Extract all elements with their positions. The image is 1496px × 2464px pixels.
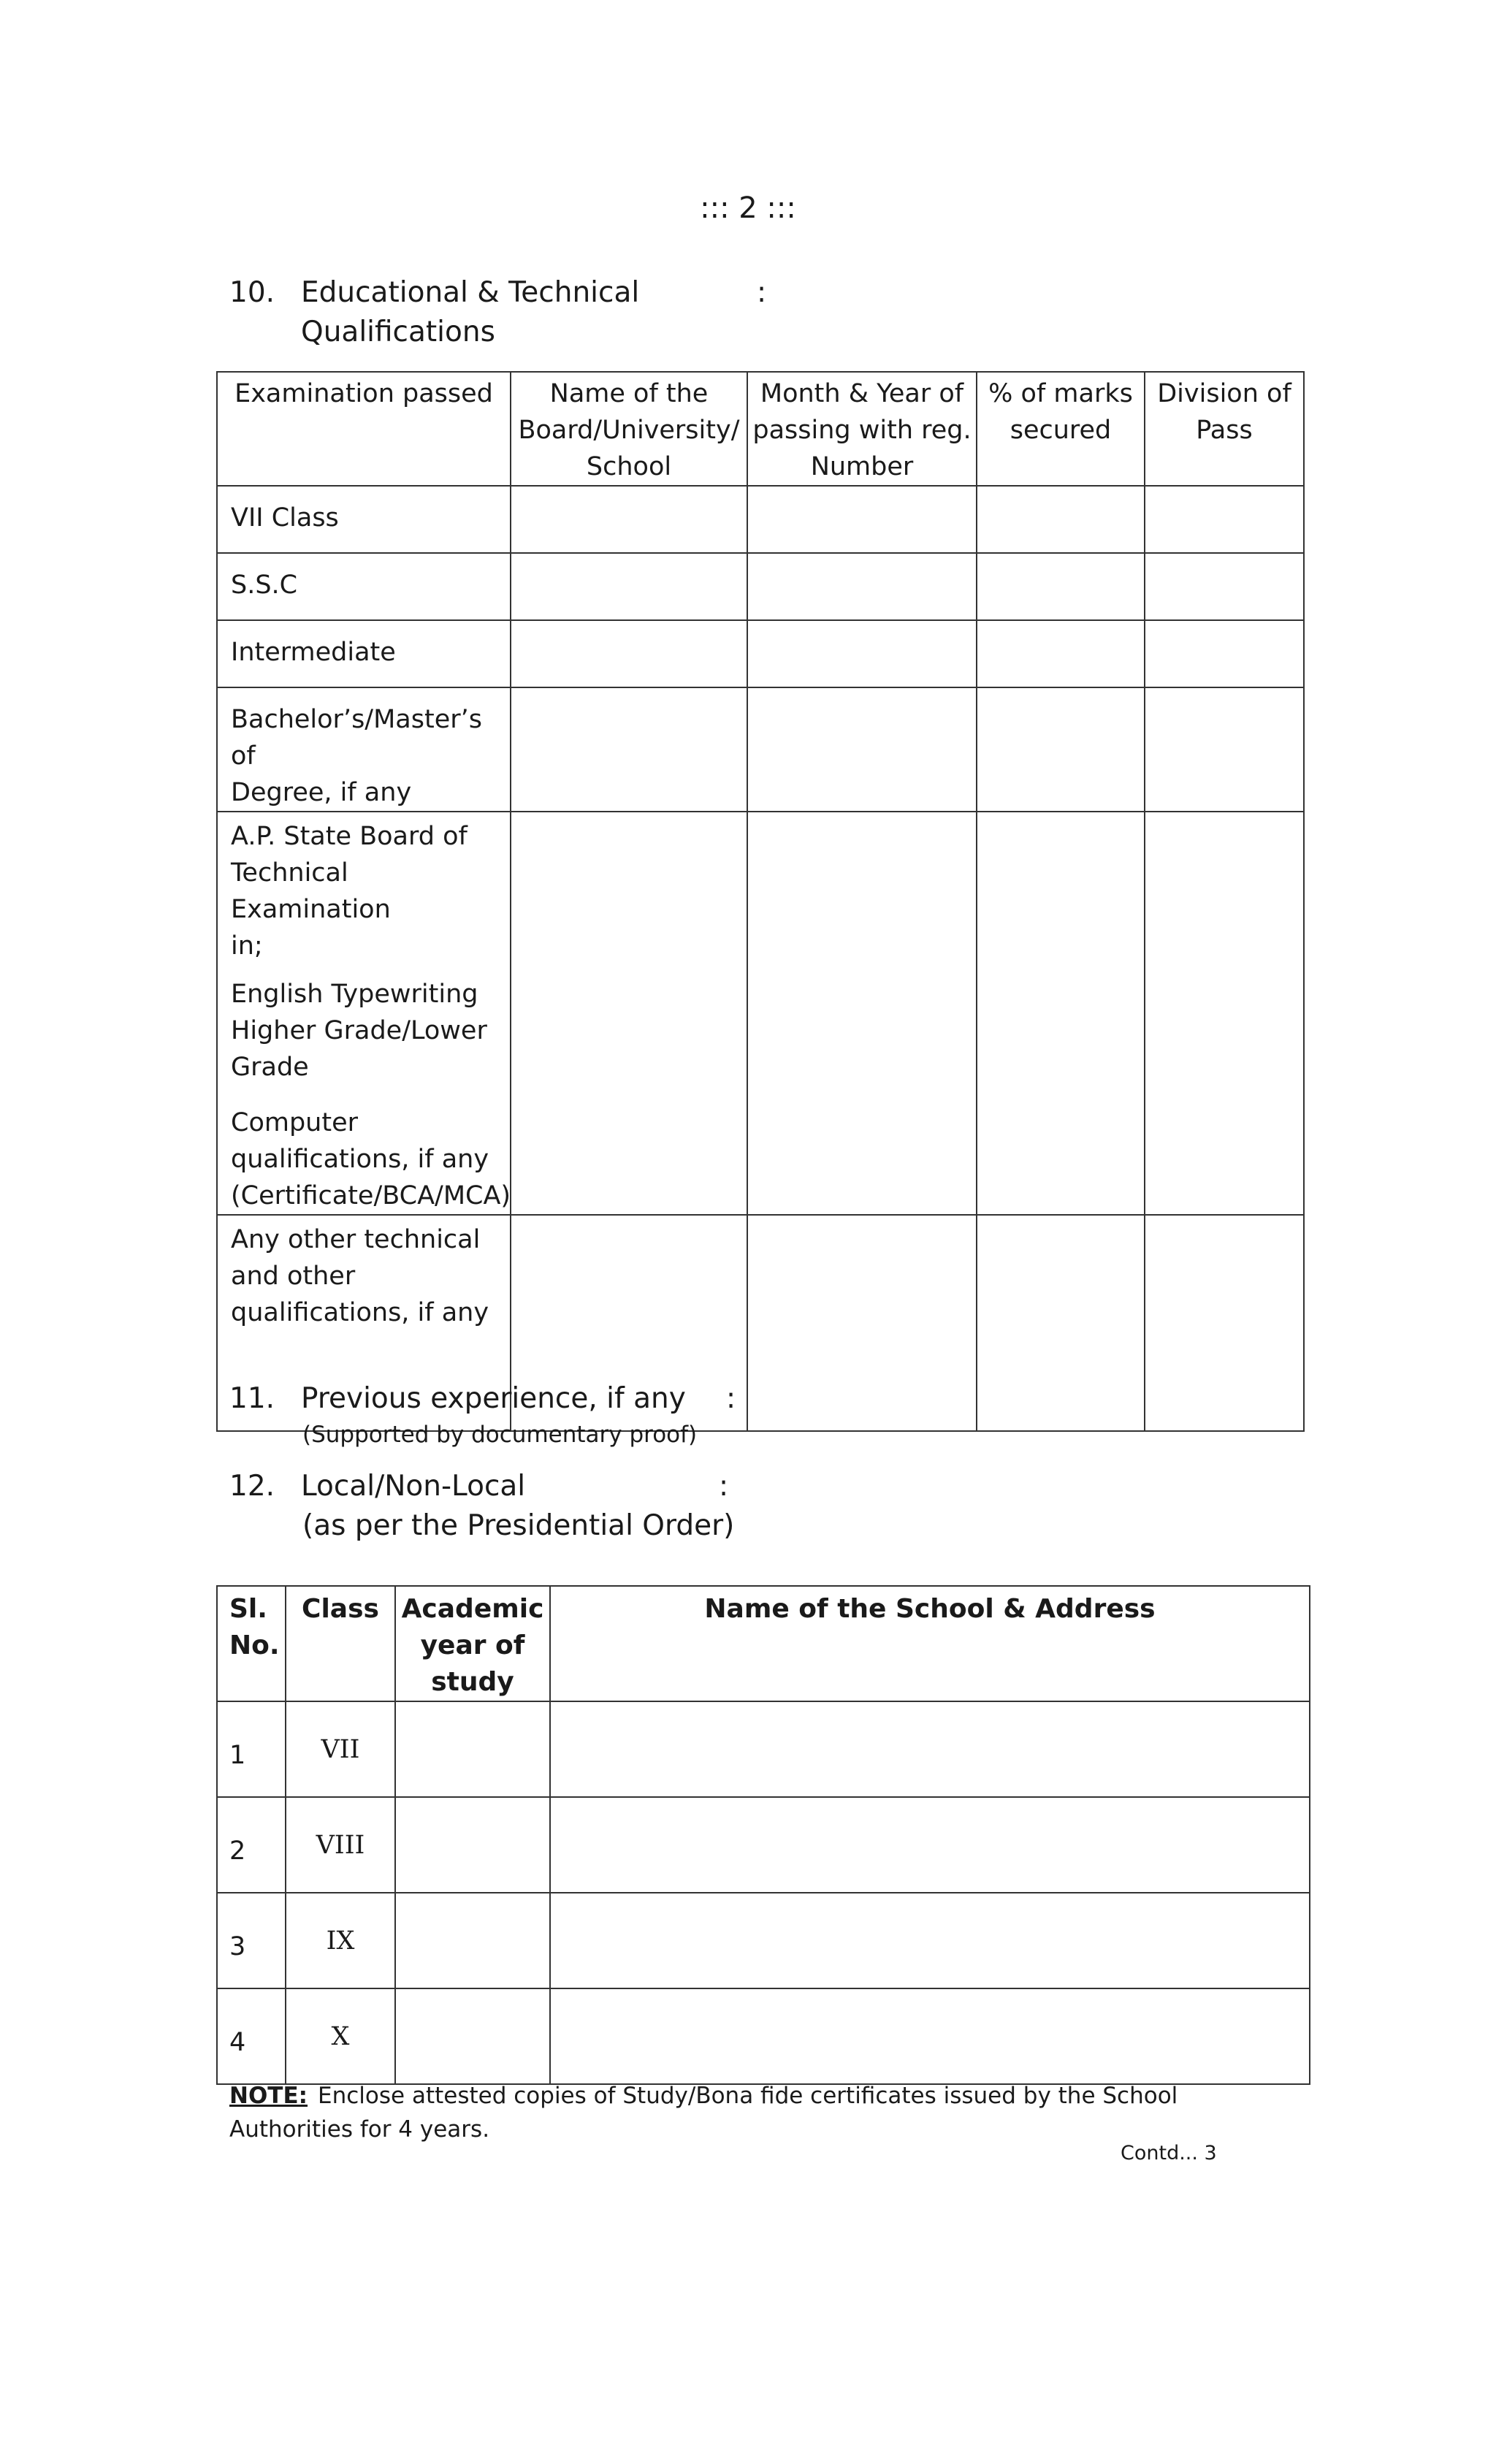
section-10-number: 10.	[229, 276, 275, 309]
marks-cell[interactable]	[977, 486, 1145, 553]
header-school-name-address: Name of the School & Address	[550, 1586, 1310, 1701]
section-12-colon: :	[719, 1470, 729, 1503]
header-examination-passed: Examination passed	[217, 372, 511, 486]
table-row	[217, 620, 1304, 687]
section-10-label-line2: Qualifications	[301, 316, 495, 348]
section-11-label: Previous experience, if any	[301, 1382, 686, 1415]
sl-cell: 3	[217, 1893, 286, 1988]
header-academic-year: Academic year of study	[395, 1586, 550, 1701]
row-label-technical	[217, 812, 511, 1215]
section-10-label	[301, 273, 639, 352]
division-cell[interactable]	[1145, 687, 1304, 812]
division-cell[interactable]	[1145, 620, 1304, 687]
class-cell: VII	[286, 1701, 395, 1797]
row-label-other-qualifications: Any other technical and other qualifications, if any	[217, 1215, 511, 1431]
school-address-cell[interactable]	[550, 1701, 1310, 1797]
note	[229, 2079, 1289, 2146]
section-12-sub: (as per the Presidential Order)	[302, 1509, 735, 1542]
month-year-cell[interactable]	[747, 812, 977, 1215]
header-month-year: Month & Year of passing with reg. Number	[747, 372, 977, 486]
class-cell: VIII	[286, 1797, 395, 1893]
row-label-bachelors: Bachelor’s/Master’s of Degree, if any	[217, 687, 511, 812]
table-row	[217, 1893, 1310, 1988]
sl-cell: 2	[217, 1797, 286, 1893]
qualifications-table	[216, 371, 1305, 1432]
marks-cell[interactable]	[977, 687, 1145, 812]
qualifications-header-row	[217, 372, 1304, 486]
table-row	[217, 486, 1304, 553]
row-label-vii-class: VII Class	[217, 486, 511, 553]
academic-year-cell[interactable]	[395, 1701, 550, 1797]
row-label-ssc: S.S.C	[217, 553, 511, 620]
sl-cell: 4	[217, 1988, 286, 2084]
header-board-name: Name of the Board/University/ School	[511, 372, 747, 486]
division-cell[interactable]	[1145, 1215, 1304, 1431]
section-10-colon: :	[757, 276, 767, 309]
school-header-row	[217, 1586, 1310, 1701]
header-marks: % of marks secured	[977, 372, 1145, 486]
marks-cell[interactable]	[977, 812, 1145, 1215]
section-12-number: 12.	[229, 1470, 275, 1503]
marks-cell[interactable]	[977, 553, 1145, 620]
board-cell[interactable]	[511, 486, 747, 553]
computer-qualifications-label: Computer qualifications, if any (Certificate/BCA/MCA)	[231, 1108, 511, 1210]
month-year-cell[interactable]	[747, 1215, 977, 1431]
division-cell[interactable]	[1145, 812, 1304, 1215]
division-cell[interactable]	[1145, 553, 1304, 620]
board-cell[interactable]	[511, 553, 747, 620]
english-typewriting-label: English Typewriting Higher Grade/Lower Grade	[231, 980, 487, 1082]
division-cell[interactable]	[1145, 486, 1304, 553]
board-cell[interactable]	[511, 687, 747, 812]
class-cell: X	[286, 1988, 395, 2084]
school-address-cell[interactable]	[550, 1797, 1310, 1893]
header-division: Division of Pass	[1145, 372, 1304, 486]
school-address-cell[interactable]	[550, 1988, 1310, 2084]
ap-state-board-label: A.P. State Board of Technical Examination in;	[231, 822, 468, 961]
table-row	[217, 687, 1304, 812]
note-text: Enclose attested copies of Study/Bona fide certificates issued by the School Authorities for 4 years.	[229, 2083, 1178, 2143]
marks-cell[interactable]	[977, 1215, 1145, 1431]
page-number: ::: 2 :::	[700, 191, 796, 225]
section-10-label-line1: Educational & Technical	[301, 276, 640, 309]
sl-cell: 1	[217, 1701, 286, 1797]
table-row	[217, 1701, 1310, 1797]
contd-text: Contd... 3	[1121, 2142, 1217, 2164]
academic-year-cell[interactable]	[395, 1988, 550, 2084]
month-year-cell[interactable]	[747, 486, 977, 553]
section-12-label: Local/Non-Local	[301, 1470, 526, 1503]
header-sl-no: Sl. No.	[217, 1586, 286, 1701]
section-11-number: 11.	[229, 1382, 275, 1415]
board-cell[interactable]	[511, 812, 747, 1215]
row-label-intermediate: Intermediate	[217, 620, 511, 687]
table-row	[217, 812, 1304, 1215]
header-class: Class	[286, 1586, 395, 1701]
note-label: NOTE:	[229, 2083, 308, 2109]
school-address-cell[interactable]	[550, 1893, 1310, 1988]
section-11-sub: (Supported by documentary proof)	[302, 1422, 698, 1448]
academic-year-cell[interactable]	[395, 1893, 550, 1988]
month-year-cell[interactable]	[747, 687, 977, 812]
month-year-cell[interactable]	[747, 553, 977, 620]
section-11-colon: :	[726, 1382, 736, 1415]
board-cell[interactable]	[511, 620, 747, 687]
marks-cell[interactable]	[977, 620, 1145, 687]
academic-year-cell[interactable]	[395, 1797, 550, 1893]
table-row	[217, 1988, 1310, 2084]
school-table	[216, 1585, 1310, 2085]
month-year-cell[interactable]	[747, 620, 977, 687]
class-cell: IX	[286, 1893, 395, 1988]
table-row	[217, 1797, 1310, 1893]
table-row	[217, 553, 1304, 620]
